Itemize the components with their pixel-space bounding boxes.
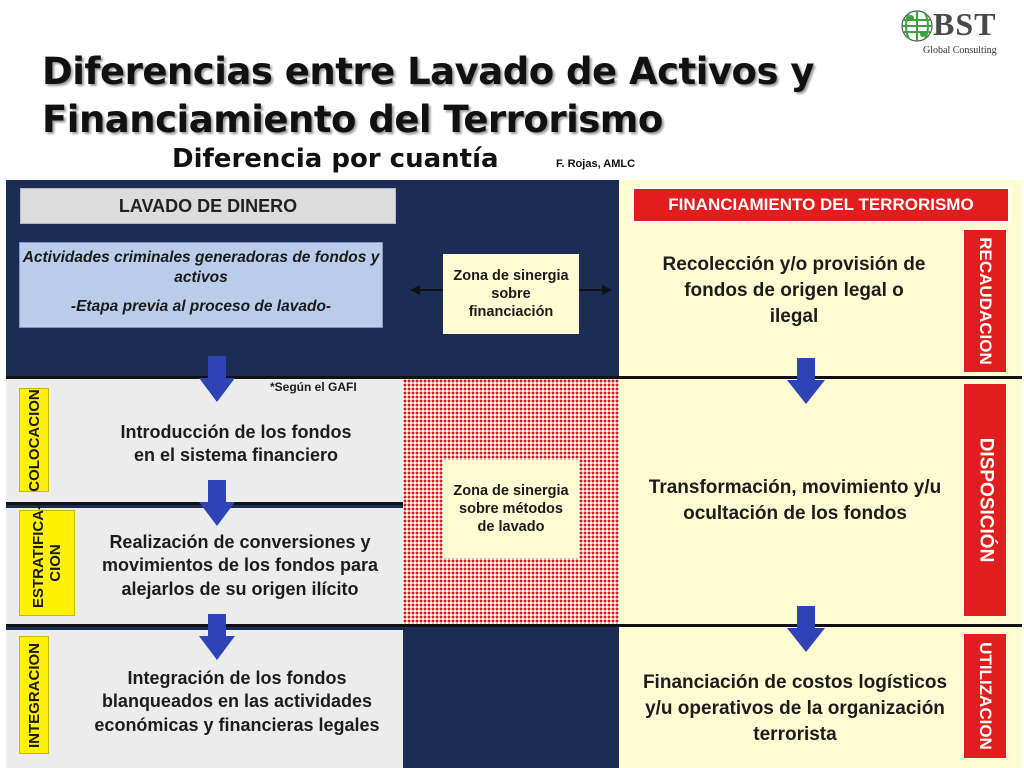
lavado-header: LAVADO DE DINERO (20, 188, 396, 224)
down-arrow-icon (787, 606, 825, 652)
down-arrow-icon (199, 356, 235, 402)
down-arrow-icon (787, 358, 825, 404)
utilizacion-text: Financiación de costos logísticos y/u operativos de la organización terrorista (642, 672, 948, 745)
title-line-2: Financiamiento del Terrorismo (42, 98, 663, 141)
estratificacion-label: ESTRATIFICA-CION (19, 510, 75, 616)
disposicion-label: DISPOSICIÓN (964, 384, 1006, 616)
source-credit: F. Rojas, AMLC (556, 158, 636, 170)
financiamiento-header: FINANCIAMIENTO DEL TERRORISMO (632, 187, 1010, 223)
row-divider (6, 624, 1022, 627)
criminal-activities-callout (19, 242, 383, 328)
integracion-text: Integración de los fondos blanqueados en las actividades económicas y financieras legales (94, 667, 380, 735)
logo-tagline: Global Consulting (923, 45, 997, 56)
recaudacion-label: RECAUDACION (964, 230, 1006, 372)
colocacion-text: Introducción de los fondos en el sistema financiero (120, 422, 352, 465)
synergy-financing-box: Zona de sinergia sobre financiación (443, 254, 579, 334)
page-title (42, 48, 922, 144)
logo-name: BST (933, 6, 997, 42)
disposicion-text: Transformación, movimiento y/u ocultación de los fondos (648, 477, 942, 524)
synergy-methods-box: Zona de sinergia sobre métodos de lavado (443, 460, 579, 558)
gafi-note: *Según el GAFI (270, 380, 357, 394)
integracion-label: INTEGRACION (19, 636, 49, 754)
colocacion-label: COLOCACION (19, 388, 49, 492)
down-arrow-icon (199, 480, 235, 526)
comparison-diagram (6, 180, 1022, 768)
down-arrow-icon (199, 614, 235, 660)
title-line-1: Diferencias entre Lavado de Activos y (42, 50, 814, 93)
recaudacion-text: Recolección y/o provisión de fondos de origen legal o ilegal (662, 254, 926, 327)
callout-line-2: -Etapa previa al proceso de lavado- (70, 298, 332, 315)
subtitle: Diferencia por cuantía (172, 144, 499, 174)
row-divider (6, 376, 1022, 379)
utilizacion-label: UTILIZACION (964, 634, 1006, 758)
estratificacion-text: Realización de conversiones y movimientos de los fondos para alejarlos de su origen ilícito (101, 531, 379, 599)
callout-line-1: Actividades criminales generadoras de fondos y activos (22, 249, 380, 286)
